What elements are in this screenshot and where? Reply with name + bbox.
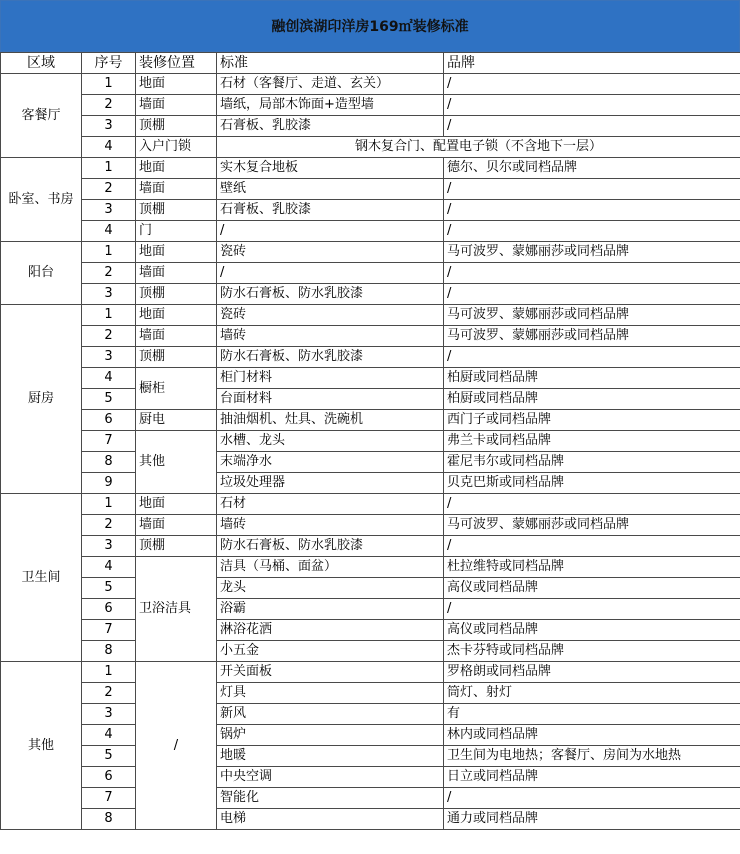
standard-cell: 墙砖 <box>217 326 444 347</box>
position-cell: 地面 <box>136 74 217 95</box>
number-cell: 1 <box>82 74 136 95</box>
brand-cell: 林内或同档品牌 <box>444 725 740 746</box>
position-cell: 地面 <box>136 158 217 179</box>
standard-cell: 电梯 <box>217 809 444 830</box>
standard-cell: 龙头 <box>217 578 444 599</box>
brand-cell: / <box>444 200 740 221</box>
number-cell: 4 <box>82 557 136 578</box>
number-cell: 6 <box>82 410 136 431</box>
position-cell: 墙面 <box>136 179 217 200</box>
table-row <box>1 158 740 179</box>
standard-cell: 台面材料 <box>217 389 444 410</box>
table-row <box>1 347 740 368</box>
area-cell: 其他 <box>1 662 82 830</box>
table-row <box>1 368 740 389</box>
table-row <box>1 767 740 788</box>
position-cell: 橱柜 <box>136 368 217 410</box>
standard-cell: 壁纸 <box>217 179 444 200</box>
brand-cell: 柏厨或同档品牌 <box>444 368 740 389</box>
table-body <box>1 74 740 830</box>
brand-cell: / <box>444 788 740 809</box>
number-cell: 2 <box>82 263 136 284</box>
standard-cell: 石材（客餐厅、走道、玄关） <box>217 74 444 95</box>
number-cell: 6 <box>82 599 136 620</box>
brand-cell: / <box>444 263 740 284</box>
number-cell: 1 <box>82 494 136 515</box>
position-cell: 墙面 <box>136 326 217 347</box>
table-row <box>1 788 740 809</box>
table-row <box>1 515 740 536</box>
sheet-title: 融创滨湖印洋房169㎡装修标准 <box>0 0 740 52</box>
standard-cell: 柜门材料 <box>217 368 444 389</box>
number-cell: 5 <box>82 578 136 599</box>
table-row <box>1 326 740 347</box>
standard-cell: 淋浴花洒 <box>217 620 444 641</box>
number-cell: 3 <box>82 704 136 725</box>
number-cell: 4 <box>82 137 136 158</box>
standard-cell: 防水石膏板、防水乳胶漆 <box>217 284 444 305</box>
table-row <box>1 452 740 473</box>
number-cell: 1 <box>82 305 136 326</box>
brand-cell: / <box>444 74 740 95</box>
area-cell: 客餐厅 <box>1 74 82 158</box>
standard-table <box>0 52 740 830</box>
table-row <box>1 389 740 410</box>
number-cell: 5 <box>82 389 136 410</box>
number-cell: 1 <box>82 158 136 179</box>
brand-cell: 高仪或同档品牌 <box>444 578 740 599</box>
brand-cell: 高仪或同档品牌 <box>444 620 740 641</box>
brand-cell: / <box>444 95 740 116</box>
table-row <box>1 431 740 452</box>
number-cell: 7 <box>82 431 136 452</box>
standard-cell: 石膏板、乳胶漆 <box>217 116 444 137</box>
number-cell: 4 <box>82 368 136 389</box>
standard-cell: 末端净水 <box>217 452 444 473</box>
brand-cell: 有 <box>444 704 740 725</box>
table-row <box>1 263 740 284</box>
brand-cell: 杜拉维特或同档品牌 <box>444 557 740 578</box>
number-cell: 1 <box>82 242 136 263</box>
standard-cell: 洁具（马桶、面盆） <box>217 557 444 578</box>
standard-cell: 浴霸 <box>217 599 444 620</box>
standard-cell: 锅炉 <box>217 725 444 746</box>
brand-cell: 马可波罗、蒙娜丽莎或同档品牌 <box>444 242 740 263</box>
table-row <box>1 116 740 137</box>
number-cell: 3 <box>82 347 136 368</box>
position-cell: 其他 <box>136 431 217 494</box>
area-cell: 厨房 <box>1 305 82 494</box>
merged-standard-cell: 钢木复合门、配置电子锁（不含地下一层） <box>217 137 740 158</box>
number-cell: 3 <box>82 284 136 305</box>
table-row <box>1 683 740 704</box>
table-row <box>1 809 740 830</box>
standard-cell: 瓷砖 <box>217 305 444 326</box>
brand-cell: 筒灯、射灯 <box>444 683 740 704</box>
table-row <box>1 410 740 431</box>
number-cell: 8 <box>82 452 136 473</box>
area-cell: 卧室、书房 <box>1 158 82 242</box>
position-cell: 顶棚 <box>136 284 217 305</box>
position-cell: / <box>136 662 217 830</box>
standard-cell: 智能化 <box>217 788 444 809</box>
number-cell: 9 <box>82 473 136 494</box>
position-cell: 顶棚 <box>136 200 217 221</box>
position-cell: 卫浴洁具 <box>136 557 217 662</box>
area-cell: 阳台 <box>1 242 82 305</box>
position-cell: 墙面 <box>136 95 217 116</box>
table-row <box>1 620 740 641</box>
brand-cell: 西门子或同档品牌 <box>444 410 740 431</box>
table-row <box>1 641 740 662</box>
header-brand: 品牌 <box>444 53 740 74</box>
number-cell: 4 <box>82 725 136 746</box>
header-standard: 标准 <box>217 53 444 74</box>
brand-cell: 德尔、贝尔或同档品牌 <box>444 158 740 179</box>
standard-cell: 瓷砖 <box>217 242 444 263</box>
brand-cell: 柏厨或同档品牌 <box>444 389 740 410</box>
brand-cell: / <box>444 494 740 515</box>
table-row <box>1 95 740 116</box>
header-area: 区域 <box>1 53 82 74</box>
number-cell: 1 <box>82 662 136 683</box>
standard-cell: 开关面板 <box>217 662 444 683</box>
position-cell: 墙面 <box>136 263 217 284</box>
standard-cell: 小五金 <box>217 641 444 662</box>
brand-cell: 贝克巴斯或同档品牌 <box>444 473 740 494</box>
table-row <box>1 137 740 158</box>
table-row <box>1 284 740 305</box>
brand-cell: 马可波罗、蒙娜丽莎或同档品牌 <box>444 326 740 347</box>
number-cell: 3 <box>82 200 136 221</box>
area-cell: 卫生间 <box>1 494 82 662</box>
brand-cell: 罗格朗或同档品牌 <box>444 662 740 683</box>
standard-cell: 石膏板、乳胶漆 <box>217 200 444 221</box>
standard-cell: 灯具 <box>217 683 444 704</box>
brand-cell: 通力或同档品牌 <box>444 809 740 830</box>
number-cell: 8 <box>82 809 136 830</box>
standard-cell: / <box>217 263 444 284</box>
brand-cell: 霍尼韦尔或同档品牌 <box>444 452 740 473</box>
number-cell: 2 <box>82 515 136 536</box>
brand-cell: / <box>444 116 740 137</box>
table-row <box>1 704 740 725</box>
number-cell: 5 <box>82 746 136 767</box>
table-row <box>1 599 740 620</box>
table-row <box>1 305 740 326</box>
brand-cell: / <box>444 179 740 200</box>
number-cell: 7 <box>82 788 136 809</box>
standard-cell: 防水石膏板、防水乳胶漆 <box>217 536 444 557</box>
brand-cell: 卫生间为电地热；客餐厅、房间为水地热 <box>444 746 740 767</box>
position-cell: 顶棚 <box>136 116 217 137</box>
standard-cell: 水槽、龙头 <box>217 431 444 452</box>
number-cell: 2 <box>82 95 136 116</box>
standard-cell: 地暖 <box>217 746 444 767</box>
position-cell: 墙面 <box>136 515 217 536</box>
number-cell: 3 <box>82 536 136 557</box>
standard-cell: 中央空调 <box>217 767 444 788</box>
standard-cell: 新风 <box>217 704 444 725</box>
number-cell: 8 <box>82 641 136 662</box>
table-row <box>1 200 740 221</box>
brand-cell: 杰卡芬特或同档品牌 <box>444 641 740 662</box>
number-cell: 2 <box>82 326 136 347</box>
number-cell: 3 <box>82 116 136 137</box>
position-cell: 顶棚 <box>136 347 217 368</box>
table-row <box>1 557 740 578</box>
number-cell: 7 <box>82 620 136 641</box>
header-row <box>1 53 740 74</box>
number-cell: 4 <box>82 221 136 242</box>
number-cell: 2 <box>82 179 136 200</box>
standard-cell: 防水石膏板、防水乳胶漆 <box>217 347 444 368</box>
standard-cell: 抽油烟机、灶具、洗碗机 <box>217 410 444 431</box>
brand-cell: / <box>444 284 740 305</box>
number-cell: 6 <box>82 767 136 788</box>
header-number: 序号 <box>82 53 136 74</box>
standard-cell: 垃圾处理器 <box>217 473 444 494</box>
position-cell: 厨电 <box>136 410 217 431</box>
position-cell: 地面 <box>136 305 217 326</box>
position-cell: 门 <box>136 221 217 242</box>
table-row <box>1 473 740 494</box>
brand-cell: 马可波罗、蒙娜丽莎或同档品牌 <box>444 515 740 536</box>
standard-cell: / <box>217 221 444 242</box>
number-cell: 2 <box>82 683 136 704</box>
brand-cell: / <box>444 536 740 557</box>
table-row <box>1 242 740 263</box>
table-row <box>1 74 740 95</box>
table-row <box>1 725 740 746</box>
header-position: 装修位置 <box>136 53 217 74</box>
brand-cell: / <box>444 599 740 620</box>
table-row <box>1 221 740 242</box>
standard-cell: 墙砖 <box>217 515 444 536</box>
standard-cell: 实木复合地板 <box>217 158 444 179</box>
standard-cell: 石材 <box>217 494 444 515</box>
position-cell: 入户门锁 <box>136 137 217 158</box>
position-cell: 地面 <box>136 494 217 515</box>
brand-cell: 马可波罗、蒙娜丽莎或同档品牌 <box>444 305 740 326</box>
table-row <box>1 578 740 599</box>
brand-cell: / <box>444 221 740 242</box>
brand-cell: 日立或同档品牌 <box>444 767 740 788</box>
standard-cell: 墙纸，局部木饰面+造型墙 <box>217 95 444 116</box>
brand-cell: 弗兰卡或同档品牌 <box>444 431 740 452</box>
table-row <box>1 179 740 200</box>
table-row <box>1 662 740 683</box>
brand-cell: / <box>444 347 740 368</box>
table-row <box>1 494 740 515</box>
table-row <box>1 746 740 767</box>
position-cell: 地面 <box>136 242 217 263</box>
position-cell: 顶棚 <box>136 536 217 557</box>
table-row <box>1 536 740 557</box>
